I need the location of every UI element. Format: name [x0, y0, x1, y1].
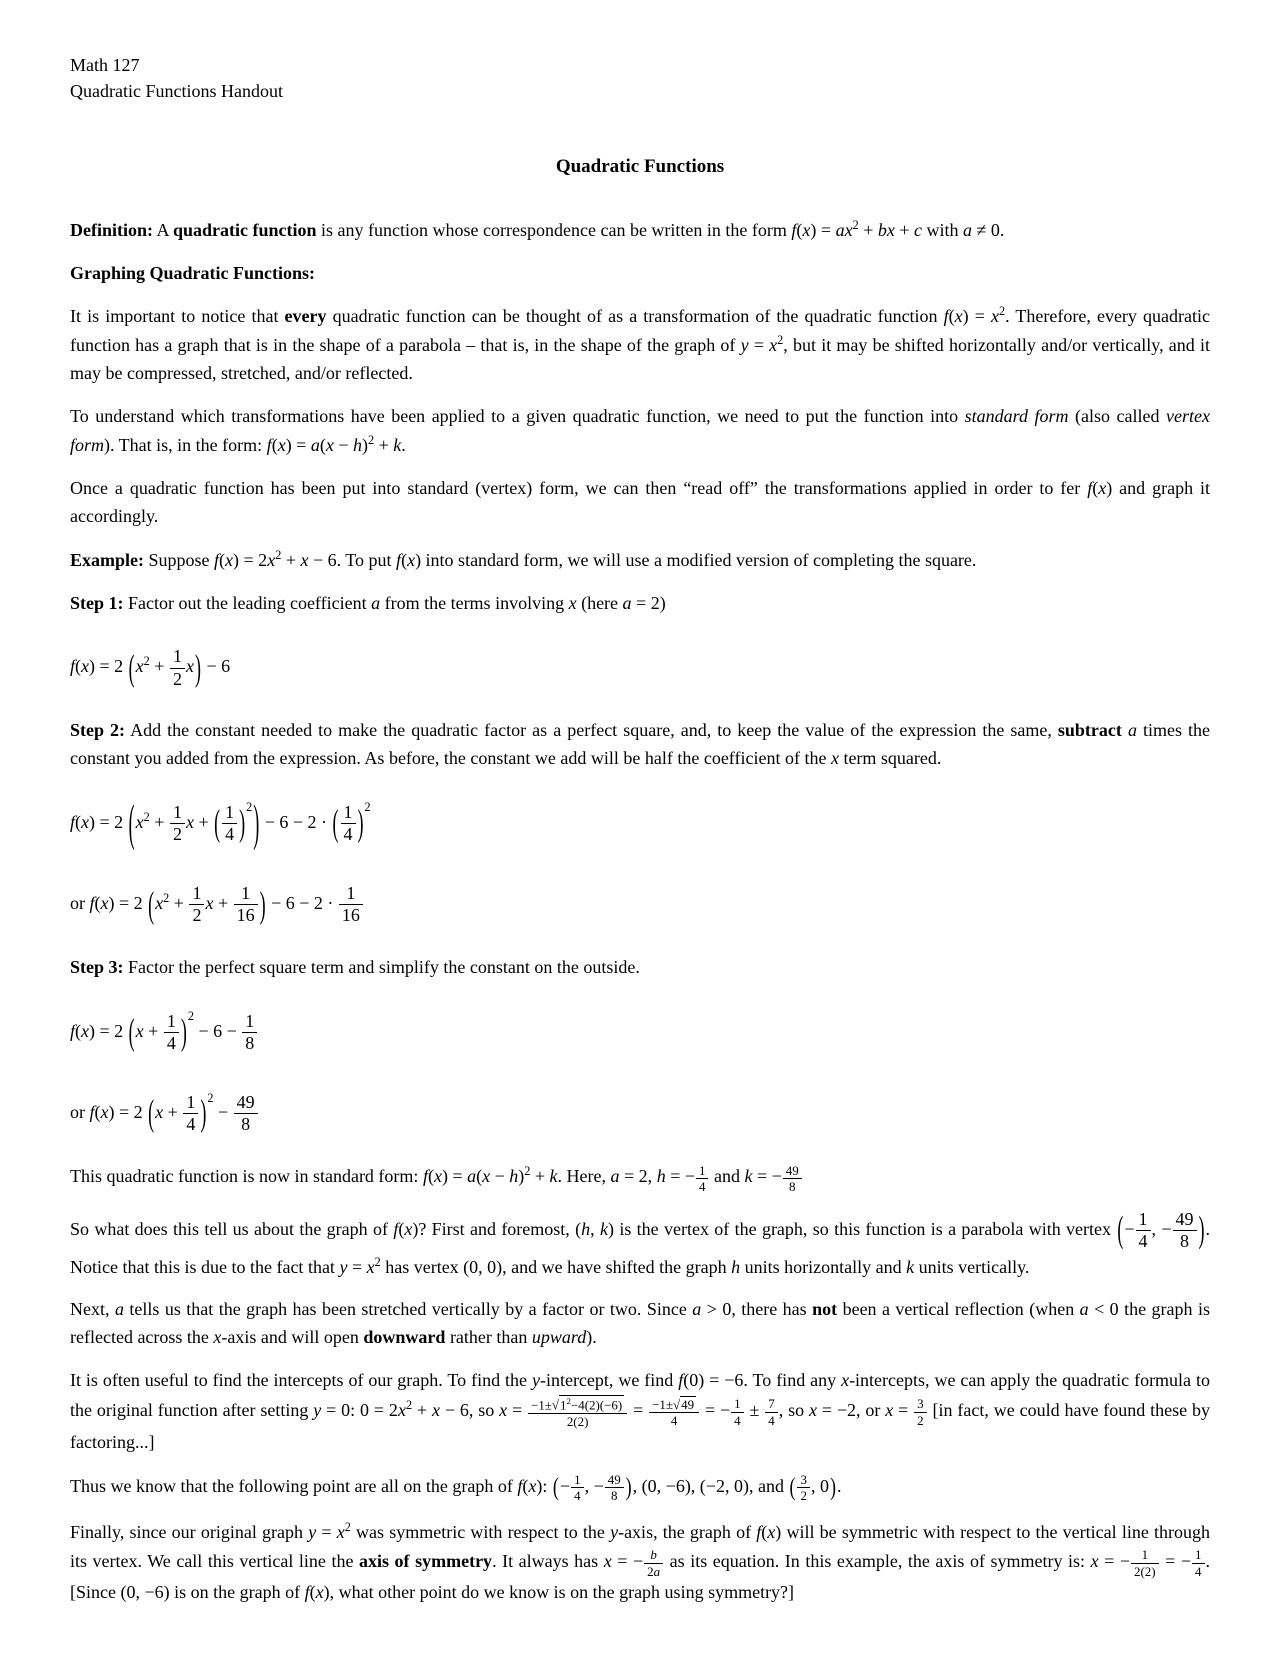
paragraph-transformation: It is important to notice that every quadratic function can be thought of as a transformation of the quadratic function $f(x) = x^2$. Therefore, every quadratic function has a graph that is in the shape of a parabola – that is, in the shape of the graph of $y = x^2$, but it may be shifted horizontally and/or vertically, and it may be compressed, stretched, and/or reflected.	[70, 304, 1210, 384]
paragraph-step3: Step 3: Factor the perfect square term and simplify the constant on the outside.	[70, 956, 640, 977]
equation-step2b: or f(x) = 2 ($x^2$ + $\frac{1}{2}$ x + $\frac{1}{16}$ ) − 6 − 2 · $\frac{1}{16}$	[70, 869, 1210, 938]
course-header	[70, 52, 1210, 104]
paragraph-definition: Definition: A quadratic function is any function whose correspondence can be written in the form $f(x) = ax^2$ + bx + c with a ≠ 0.	[70, 217, 1005, 240]
handout-subtitle: Quadratic Functions Handout	[70, 81, 283, 102]
paragraph-step2: Step 2: Add the constant needed to make the quadratic factor as a perfect square, and, to keep the value of the expression the same, subtract a times the constant you added from the expression. As before, the constant we add will be half the coefficient of the x term squared.	[70, 719, 1210, 768]
equation-step3a: f(x) = 2 (x + $\frac{1}{4}$ )$^2$ − 6 − $\frac{1}{8}$	[70, 997, 1210, 1066]
paragraph-points: Thus we know that the following point are all on the graph of f(x): (− $\frac{1}{4}$ , − $\frac{49}{8}$ ), (0, −6), (−2, 0), and ( $\frac{3}{2}$ , 0).	[70, 1471, 842, 1504]
paragraph-standard-form: To understand which transformations have been applied to a given quadratic function, we need to put the function into standard form (also called vertex form). That is, in the form: $f(x) = a(x - h)^2 + k$.	[70, 406, 1210, 455]
section-heading-graphing: Graphing Quadratic Functions:	[70, 262, 316, 283]
paragraph-standard-now: This quadratic function is now in standard form: $f(x) = a(x - h)^2 + k$. Here, a = 2, h = − $\frac{1}{4}$ and k = − $\frac{49}{8}$	[70, 1162, 1210, 1194]
paragraph-symmetry: Finally, since our original graph $y = x^2$ was symmetric with respect to the y-axis, the graph of f(x) will be symmetric with respect to the vertical line through its vertex. We call this vertical line the axis of symmetry. It always has x = − $\frac{b}{2a}$ as its equation. In this example, the axis of symmetry is: x = − $\frac{1}{2(2)}$ = − $\frac{1}{4}$ . [Since (0, −6) is on the graph of f(x), what other point do we know is on the graph using symmetry?]	[70, 1520, 1210, 1602]
paragraph-read-off: Once a quadratic function has been put into standard (vertex) form, we can then “read off” the transformations applied in order to fer f(x) and graph it accordingly.	[70, 477, 1211, 526]
paragraph-step1: Step 1: Factor out the leading coefficient a from the terms involving x (here a = 2)	[70, 592, 666, 613]
paragraph-intercepts: It is often useful to find the intercepts of our graph. To find the y-intercept, we find f(0) = −6. To find any x-intercepts, we can apply the quadratic formula to the original function after setting y = 0: $0 = 2x^2 + x - 6$, so x = $\frac{-1\pm√1^2-4(2)(-6)}{2(2)}$ = $\frac{-1\pm√49}{4}$ = − $\frac{1}{4}$ ± $\frac{7}{4}$ , so x = −2, or x = $\frac{3}{2}$ [in fact, we could have found these by factoring...]	[70, 1370, 1211, 1452]
paragraph-vertex: So what does this tell us about the graph of f(x)? First and foremost, (h, k) is the vertex of the graph, so this function is a parabola with vertex (− $\frac{1}{4}$ , − $\frac{49}{8}$ ). Notice that this is due to the fact that $y = x^2$ has vertex (0, 0), and we have shifted the graph h units horizontally and k units vertically.	[70, 1208, 1211, 1277]
course-number: Math 127	[70, 55, 140, 75]
equation-step3b: or f(x) = 2 (x + $\frac{1}{4}$ )$^2$ − $\frac{49}{8}$	[70, 1078, 1210, 1147]
paragraph-stretch: Next, a tells us that the graph has been stretched vertically by a factor or two. Since a > 0, there has not been a vertical reflection (when a < 0 the graph is reflected across the x-axis and will open downward rather than upward).	[70, 1299, 1210, 1348]
paragraph-example: Example: Suppose $f(x) = 2x^2 + x - 6$. To put f(x) into standard form, we will use a modified version of completing the square.	[70, 547, 977, 570]
equation-step1: f(x) = 2 ($x^2$ + $\frac{1}{2}$ x) − 6	[70, 646, 231, 689]
equation-step2a: f(x) = 2 ($x^2$ + $\frac{1}{2}$ x + ( $\frac{1}{4}$ )$^2$) − 6 − 2 · ( $\frac{1}{4}$ )$^2$	[70, 794, 371, 851]
page-title: Quadratic Functions	[555, 156, 725, 178]
